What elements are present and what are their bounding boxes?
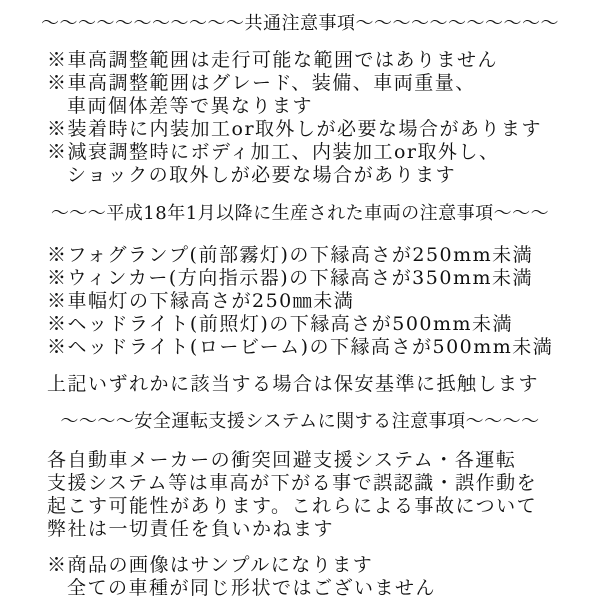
safety-standard-warning: 上記いずれかに該当する場合は保安基準に抵触します [47, 373, 540, 395]
notice-line: 各自動車メーカーの衝突回避支援システム・各運転 [47, 449, 517, 471]
notice-line: ※車幅灯の下縁高さが250㎜未満 [47, 290, 355, 312]
notice-line: ※フォグランプ(前部霧灯)の下縁高さが250mm未満 [47, 244, 534, 266]
section-heading-driving-assist: ～～～～安全運転支援システムに関する注意事項～～～～ [60, 411, 540, 432]
section-common-notes [0, 49, 600, 187]
notice-line: ※ヘッドライト(前照灯)の下縁高さが500mm未満 [47, 313, 514, 335]
section-sample-image-note [0, 554, 600, 600]
notice-line: ※車高調整範囲は走行可能な範囲ではありません [47, 49, 499, 71]
notice-line-continuation: 車両個体差等で異なります [67, 95, 314, 117]
notice-line: ※ウィンカー(方向指示器)の下縁高さが350mm未満 [47, 267, 533, 289]
notice-line-continuation: 全ての車種が同じ形状ではございません [67, 577, 437, 599]
notice-line: 支援システム等は車高が下がる事で誤認識・誤作動を [47, 472, 538, 494]
notice-line: 弊社は一切責任を負いかねます [47, 518, 335, 540]
notice-line: 起こす可能性があります。これらによる事故について [47, 495, 538, 517]
notice-line: ※車高調整範囲はグレード、装備、車両重量、 [47, 72, 476, 94]
section-heading-post-heisei18: ～～～平成18年1月以降に生産された車両の注意事項～～～ [50, 203, 550, 224]
notice-line: ※ヘッドライト(ロービーム)の下縁高さが500mm未満 [47, 336, 554, 358]
section-post-heisei18 [0, 244, 600, 359]
notice-line: ※減衰調整時にボディ加工、内装加工or取外し、 [47, 141, 500, 163]
section-heading-common-notes: ～～～～～～～～～～～共通注意事項～～～～～～～～～～～ [41, 13, 559, 34]
notice-line: ※装着時に内装加工or取外しが必要な場合があります [47, 118, 543, 140]
section-driving-assist [0, 449, 600, 541]
notice-line-continuation: ショックの取外しが必要な場合があります [67, 164, 457, 186]
notice-line: ※商品の画像はサンプルになります [47, 554, 374, 576]
